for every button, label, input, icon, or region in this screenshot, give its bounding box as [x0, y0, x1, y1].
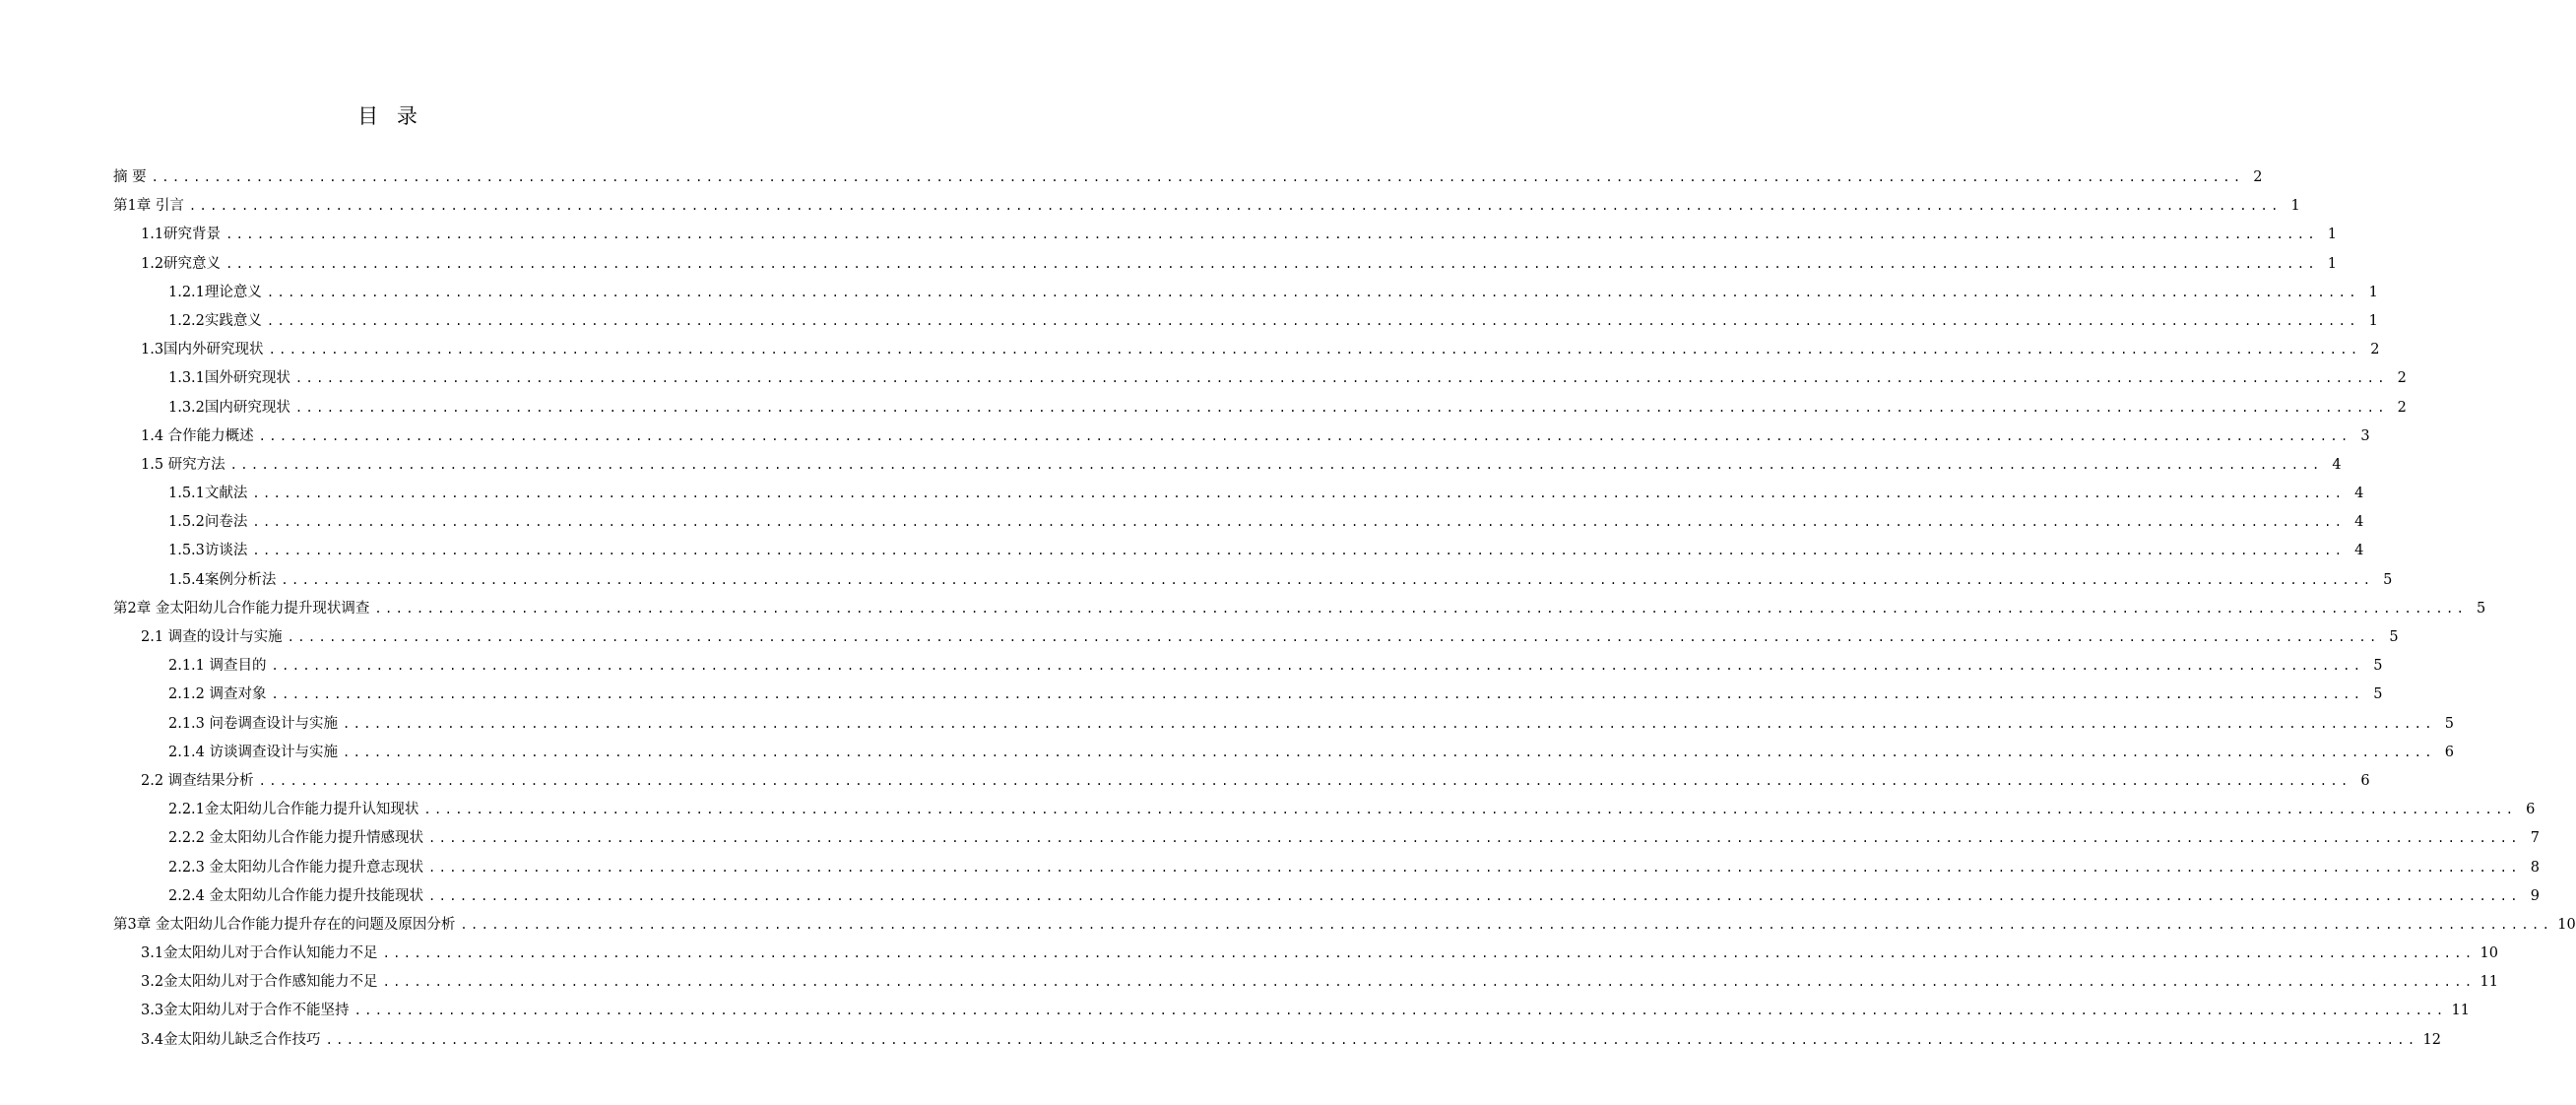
toc-entry-label: 1.5 研究方法 — [141, 456, 225, 473]
toc-entry-label: 1.5.1文献法 — [168, 486, 248, 502]
toc-entry-label: 3.4金太阳幼儿缺乏合作技巧 — [141, 1031, 321, 1048]
toc-entry-page-number: 10 — [2479, 945, 2498, 962]
toc-entry-page-number: 4 — [2354, 486, 2364, 502]
dot-leader: ........................................................................................................................................................................................................ — [271, 659, 2364, 674]
toc-entry[interactable] — [113, 623, 2399, 652]
toc-entry-label: 1.2.2实践意义 — [168, 312, 262, 329]
toc-entry[interactable] — [113, 566, 2393, 595]
toc-entry-label: 1.3国内外研究现状 — [141, 342, 264, 358]
toc-entry-label: 1.5.3访谈法 — [168, 543, 248, 559]
toc-entry-label: 3.2金太阳幼儿对于合作感知能力不足 — [141, 974, 378, 991]
toc-entry-label: 2.2.3 金太阳幼儿合作能力提升意志现状 — [168, 859, 424, 876]
toc-entry-label: 2.1.1 调查目的 — [168, 658, 267, 675]
toc-entry[interactable] — [113, 394, 2407, 422]
dot-leader: ........................................................................................................................................................................................................ — [374, 601, 2468, 616]
dot-leader: ........................................................................................................................................................................................................ — [294, 400, 2388, 415]
dot-leader: ........................................................................................................................................................................................................ — [266, 313, 2359, 328]
toc-entry-label: 2.2.1金太阳幼儿合作能力提升认知现状 — [168, 802, 419, 818]
toc-entry-label: 3.3金太阳幼儿对于合作不能坚持 — [141, 1003, 350, 1019]
toc-entry[interactable] — [113, 307, 2378, 336]
toc-entry-page-number: 4 — [2354, 514, 2364, 531]
toc-entry-label: 1.1研究背景 — [141, 227, 222, 243]
dot-leader: ........................................................................................................................................................................................................ — [354, 1004, 2447, 1018]
toc-entry-page-number: 8 — [2530, 859, 2540, 876]
toc-entry-label: 2.2.4 金太阳幼儿合作能力提升技能现状 — [168, 887, 424, 904]
toc-entry[interactable] — [113, 163, 2263, 192]
toc-entry-page-number: 2 — [2253, 169, 2263, 185]
dot-leader: ........................................................................................................................................................................................................ — [382, 946, 2476, 961]
dot-leader: ........................................................................................................................................................................................................ — [343, 745, 2435, 759]
dot-leader: ........................................................................................................................................................................................................ — [252, 544, 2346, 558]
toc-entry-label: 1.2.1理论意义 — [168, 284, 262, 300]
toc-entry[interactable] — [113, 336, 2380, 364]
toc-entry-page-number: 3 — [2360, 427, 2370, 444]
toc-entry[interactable] — [113, 911, 2576, 940]
toc-entry[interactable] — [113, 710, 2454, 739]
toc-entry-label: 摘 要 — [113, 169, 147, 185]
toc-entry-page-number: 4 — [2332, 456, 2342, 473]
toc-entry[interactable] — [113, 796, 2536, 824]
toc-entry-label: 3.1金太阳幼儿对于合作认知能力不足 — [141, 945, 378, 962]
toc-entry[interactable] — [113, 767, 2370, 796]
toc-entry-label: 第2章 金太阳幼儿合作能力提升现状调查 — [113, 600, 370, 617]
dot-leader: ........................................................................................................................................................................................................ — [460, 917, 2553, 932]
toc-entry-label: 2.1.3 问卷调查设计与实施 — [168, 715, 339, 732]
toc-entry[interactable] — [113, 1026, 2441, 1055]
dot-leader: ........................................................................................................................................................................................................ — [225, 228, 2318, 242]
toc-entry-label: 1.5.2问卷法 — [168, 514, 248, 531]
toc-entry[interactable] — [113, 681, 2383, 709]
toc-entry-page-number: 5 — [2444, 715, 2454, 732]
dot-leader: ........................................................................................................................................................................................................ — [423, 803, 2517, 817]
toc-entry[interactable] — [113, 480, 2364, 508]
dot-leader: ........................................................................................................................................................................................................ — [343, 716, 2435, 731]
table-of-contents — [113, 163, 2576, 1055]
toc-entry[interactable] — [113, 968, 2498, 997]
dot-leader: ........................................................................................................................................................................................................ — [294, 371, 2388, 386]
toc-entry-page-number: 6 — [2526, 802, 2536, 818]
toc-entry-page-number: 6 — [2360, 772, 2370, 789]
toc-entry[interactable] — [113, 364, 2407, 393]
toc-entry[interactable] — [113, 192, 2300, 221]
toc-entry-page-number: 10 — [2557, 916, 2576, 933]
dot-leader: ........................................................................................................................................................................................................ — [271, 687, 2364, 702]
toc-entry-label: 1.3.2国内研究现状 — [168, 399, 290, 416]
toc-entry[interactable] — [113, 250, 2337, 279]
dot-leader: ........................................................................................................................................................................................................ — [325, 1032, 2418, 1047]
toc-entry-page-number: 1 — [2368, 284, 2378, 300]
toc-title: 目 录 — [357, 104, 423, 128]
toc-entry-label: 2.1.4 访谈调查设计与实施 — [168, 744, 339, 760]
toc-entry-page-number: 2 — [2397, 399, 2407, 416]
toc-entry-label: 1.5.4案例分析法 — [168, 571, 277, 588]
toc-entry-page-number: 1 — [2327, 227, 2337, 243]
toc-entry[interactable] — [113, 652, 2383, 681]
toc-entry-page-number: 1 — [2368, 312, 2378, 329]
toc-entry-page-number: 11 — [2451, 1003, 2470, 1019]
dot-leader: ........................................................................................................................................................................................................ — [281, 572, 2374, 587]
toc-entry-label: 1.2研究意义 — [141, 255, 222, 272]
toc-entry-label: 2.2.2 金太阳幼儿合作能力提升情感现状 — [168, 830, 424, 847]
toc-entry-label: 2.1.2 调查对象 — [168, 686, 267, 703]
toc-entry-page-number: 12 — [2422, 1031, 2441, 1048]
dot-leader: ........................................................................................................................................................................................................ — [229, 457, 2323, 472]
toc-entry-label: 第1章 引言 — [113, 198, 184, 215]
toc-entry-page-number: 1 — [2290, 198, 2300, 215]
dot-leader: ........................................................................................................................................................................................................ — [428, 860, 2521, 875]
toc-entry-page-number: 9 — [2530, 887, 2540, 904]
dot-leader: ........................................................................................................................................................................................................ — [258, 428, 2351, 443]
toc-entry-page-number: 2 — [2397, 370, 2407, 387]
toc-entry-label: 1.4 合作能力概述 — [141, 427, 254, 444]
toc-entry[interactable] — [113, 508, 2364, 537]
toc-entry[interactable] — [113, 824, 2540, 853]
dot-leader: ........................................................................................................................................................................................................ — [382, 975, 2476, 990]
toc-entry-label: 2.2 调查结果分析 — [141, 772, 254, 789]
toc-entry-page-number: 5 — [2383, 571, 2393, 588]
toc-entry-label: 第3章 金太阳幼儿合作能力提升存在的问题及原因分析 — [113, 916, 456, 933]
dot-leader: ........................................................................................................................................................................................................ — [428, 888, 2521, 903]
dot-leader: ........................................................................................................................................................................................................ — [188, 199, 2282, 214]
toc-entry[interactable] — [113, 997, 2470, 1025]
toc-entry[interactable] — [113, 940, 2498, 968]
dot-leader: ........................................................................................................................................................................................................ — [151, 170, 2244, 184]
toc-entry-page-number: 6 — [2444, 744, 2454, 760]
dot-leader: ........................................................................................................................................................................................................ — [287, 630, 2380, 644]
toc-entry-page-number: 7 — [2530, 830, 2540, 847]
toc-entry-page-number: 2 — [2370, 342, 2380, 358]
dot-leader: ........................................................................................................................................................................................................ — [428, 831, 2521, 846]
toc-entry[interactable] — [113, 537, 2364, 565]
toc-entry[interactable] — [113, 451, 2342, 480]
dot-leader: ........................................................................................................................................................................................................ — [266, 285, 2359, 299]
dot-leader: ........................................................................................................................................................................................................ — [252, 515, 2346, 530]
toc-entry-page-number: 5 — [2373, 686, 2383, 703]
toc-entry-page-number: 5 — [2389, 629, 2399, 645]
toc-entry[interactable] — [113, 595, 2486, 623]
toc-entry-label: 2.1 调查的设计与实施 — [141, 629, 283, 645]
toc-entry[interactable] — [113, 882, 2540, 911]
toc-entry-page-number: 5 — [2373, 658, 2383, 675]
toc-entry[interactable] — [113, 739, 2454, 767]
toc-entry-page-number: 11 — [2479, 974, 2498, 991]
dot-leader: ........................................................................................................................................................................................................ — [268, 343, 2361, 358]
dot-leader: ........................................................................................................................................................................................................ — [225, 256, 2318, 271]
toc-entry-page-number: 5 — [2477, 600, 2486, 617]
toc-entry-page-number: 4 — [2354, 543, 2364, 559]
toc-entry-page-number: 1 — [2327, 255, 2337, 272]
toc-entry[interactable] — [113, 854, 2540, 882]
dot-leader: ........................................................................................................................................................................................................ — [258, 773, 2351, 788]
toc-entry[interactable] — [113, 221, 2337, 249]
toc-entry[interactable] — [113, 279, 2378, 307]
toc-entry-label: 1.3.1国外研究现状 — [168, 370, 290, 387]
toc-entry[interactable] — [113, 422, 2370, 451]
dot-leader: ........................................................................................................................................................................................................ — [252, 487, 2346, 501]
